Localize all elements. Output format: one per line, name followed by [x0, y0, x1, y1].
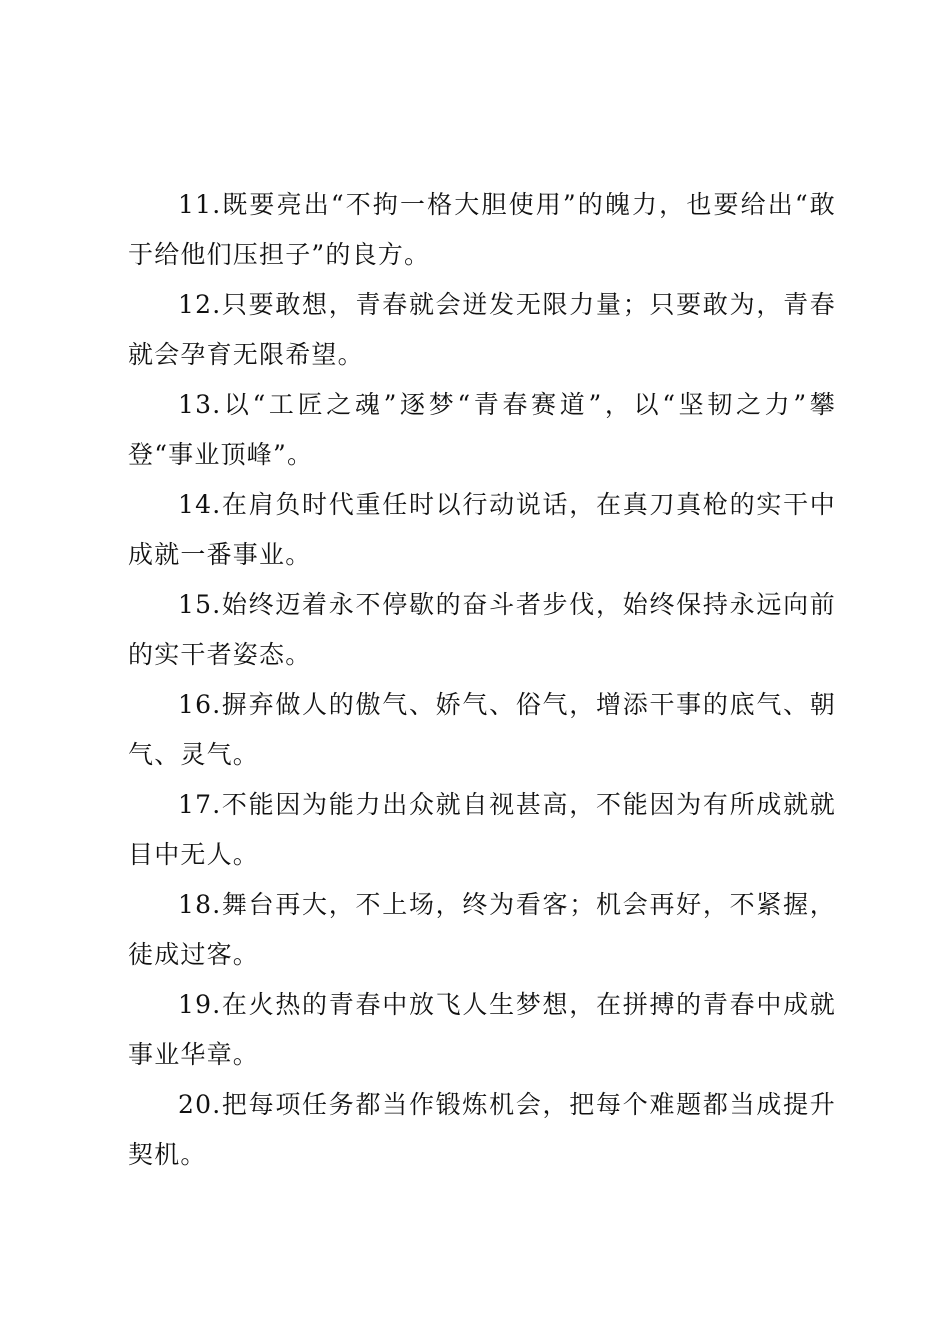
paragraph-item-16: 16.摒弃做人的傲气、娇气、俗气，增添干事的底气、朝气、灵气。	[128, 690, 836, 769]
paragraph-item-13: 13.以“工匠之魂”逐梦“青春赛道”，以“坚韧之力”攀登“事业顶峰”。	[128, 390, 836, 469]
paragraph-item-18: 18.舞台再大，不上场，终为看客；机会再好，不紧握，徒成过客。	[128, 890, 836, 969]
paragraph-item-12: 12.只要敢想，青春就会迸发无限力量；只要敢为，青春就会孕育无限希望。	[128, 290, 836, 369]
paragraph-item-19: 19.在火热的青春中放飞人生梦想，在拼搏的青春中成就事业华章。	[128, 990, 836, 1069]
paragraph-item-15: 15.始终迈着永不停歇的奋斗者步伐，始终保持永远向前的实干者姿态。	[128, 590, 836, 669]
paragraph-item-14: 14.在肩负时代重任时以行动说话，在真刀真枪的实干中成就一番事业。	[128, 490, 836, 569]
document-body	[128, 180, 836, 1180]
paragraph-item-20: 20.把每项任务都当作锻炼机会，把每个难题都当成提升契机。	[128, 1090, 836, 1169]
paragraph-item-11: 11.既要亮出“不拘一格大胆使用”的魄力，也要给出“敢于给他们压担子”的良方。	[128, 190, 836, 269]
paragraph-item-17: 17.不能因为能力出众就自视甚高，不能因为有所成就就目中无人。	[128, 790, 836, 869]
